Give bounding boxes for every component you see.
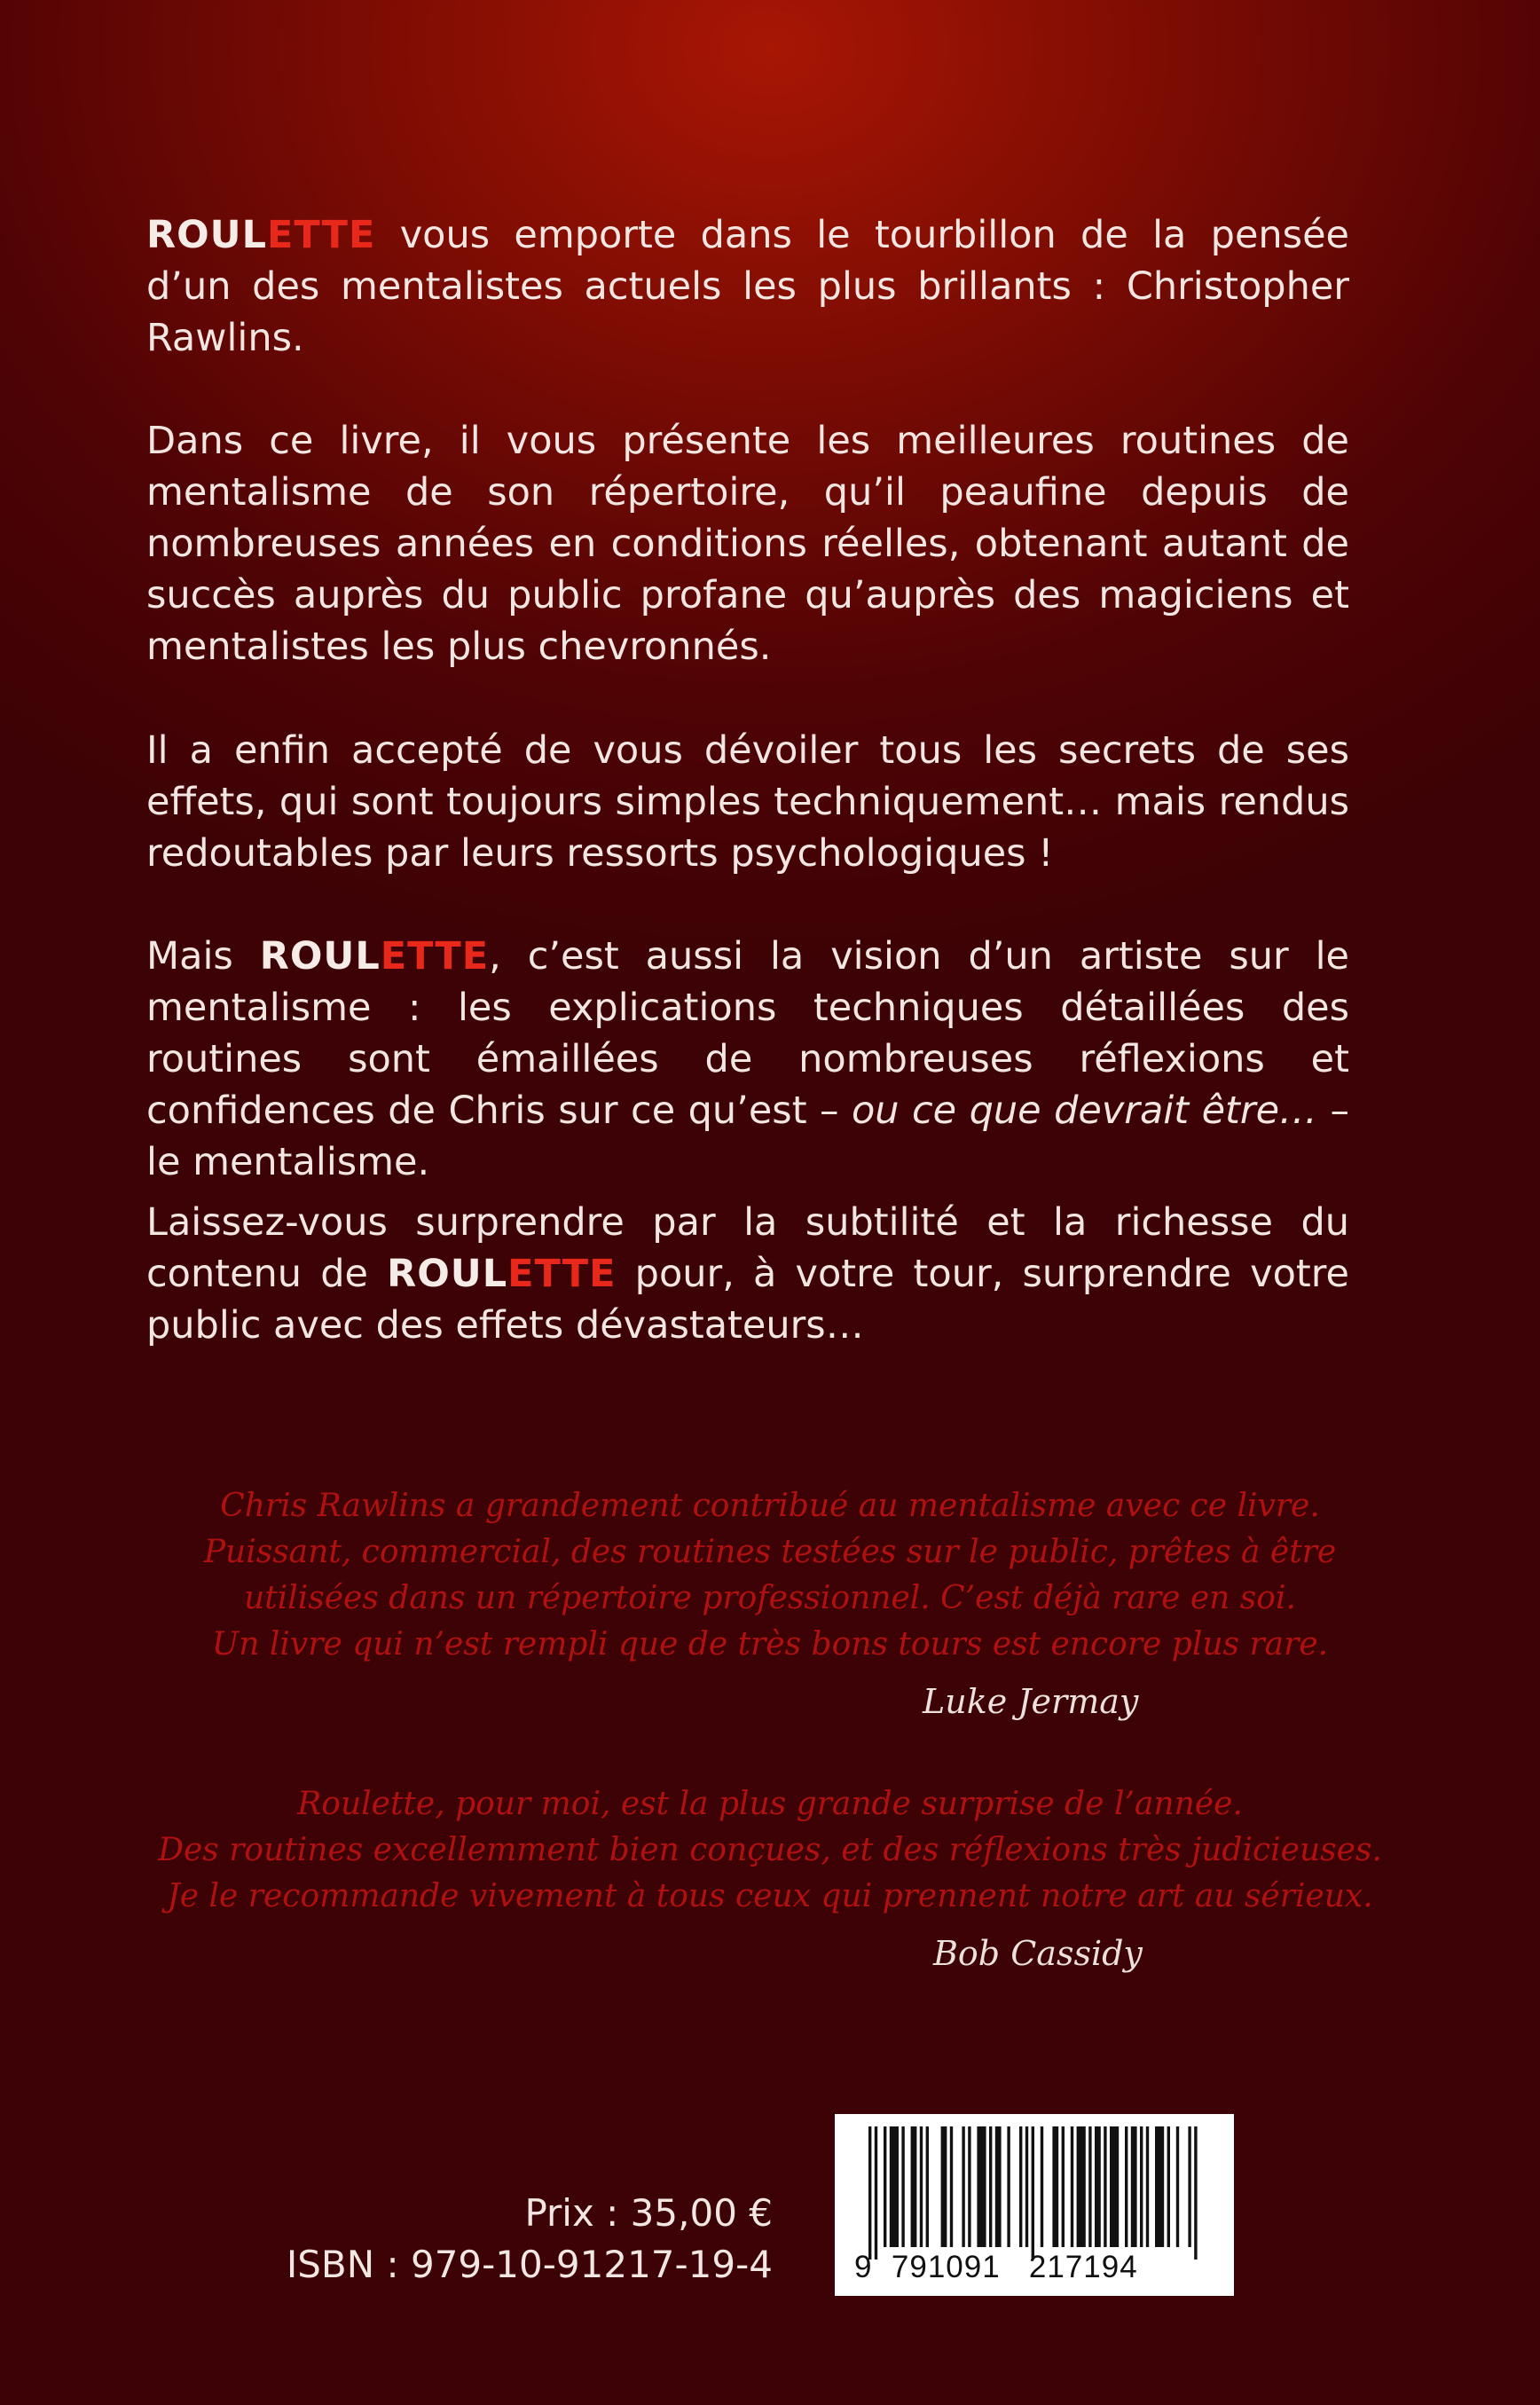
testimonial-author: Luke Jermay: [923, 1682, 1139, 1721]
paragraph-vision: Mais ROULETTE, c’est aussi la vision d’un artiste sur le mentalisme : les explications techniques détaillées des routines sont émaillées de nombreuses réflexions et confidences de Chris sur ce qu’est – ou ce que devrait être… – le mentalisme.: [146, 934, 1350, 1184]
price-label: Prix : 35,00 €: [524, 2191, 773, 2235]
paragraph-conclusion: Laissez-vous surprendre par la subtilité et la richesse du contenu de ROULETTE pour, à votre tour, surprendre votre public avec des effets dévastateurs…: [146, 1200, 1349, 1348]
testimonial-quote: Roulette, pour moi, est la plus grande surprise de l’année. Des routines excellemment bien conçues, et des réflexions très judicieuses. Je le recommande vivement à tous ceux qui prennent notre art au sérieux.: [158, 1786, 1382, 1914]
brand-roulette: ROULETTE: [259, 934, 490, 979]
paragraph-secrets: Il a enfin accepté de vous dévoiler tous les secrets de ses effets, qui sont toujours simples techniquement… mais rendus redoutables par leurs ressorts psychologiques !: [146, 728, 1349, 876]
paragraph-intro: ROULETTE vous emporte dans le tourbillon de la pensée d’un des mentalistes actuels les plus brillants : Christopher Rawlins.: [146, 213, 1349, 360]
paragraph-routines: Dans ce livre, il vous présente les meilleures routines de mentalisme de son répertoire, qu’il peaufine depuis de nombreuses années en conditions réelles, obtenant autant de succès auprès du public profane qu’auprès des magiciens et mentalistes les plus chevronnés.: [146, 419, 1349, 669]
barcode-digits: 9 791091 217194: [854, 2250, 1138, 2284]
testimonial-quote: Chris Rawlins a grandement contribué au mentalisme avec ce livre. Puissant, commercial, des routines testées sur le public, prêtes à être utilisées dans un répertoire professionnel. C’est déjà rare en soi. Un livre qui n’est rempli que de très bons tours est encore plus rare.: [203, 1488, 1337, 1662]
isbn-barcode: [835, 2114, 1234, 2296]
brand-roulette: ROULETTE: [387, 1252, 617, 1296]
brand-roulette: ROULETTE: [146, 213, 376, 257]
testimonial-author: Bob Cassidy: [933, 1934, 1143, 1973]
isbn-label: ISBN : 979-10-91217-19-4: [286, 2243, 773, 2286]
